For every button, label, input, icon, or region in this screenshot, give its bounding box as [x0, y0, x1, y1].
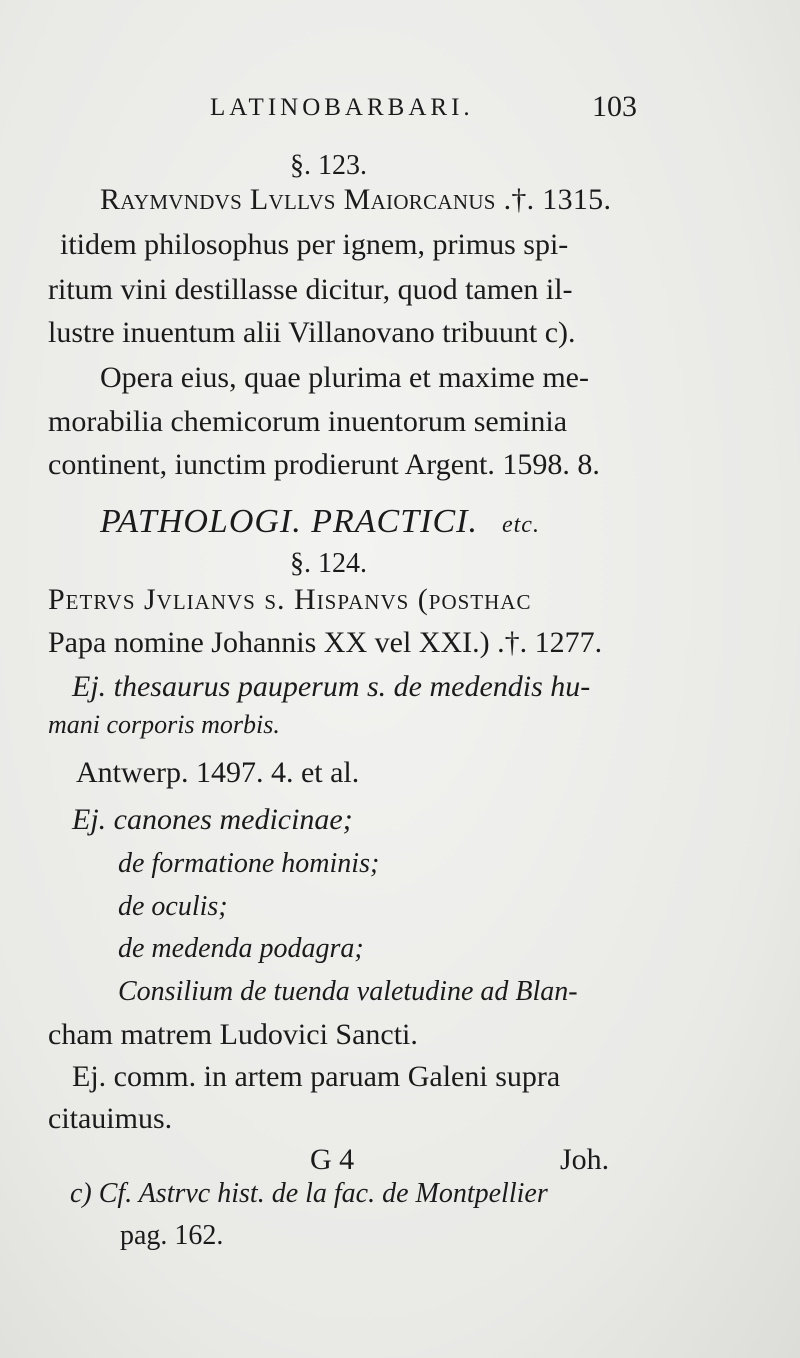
- footnote-line: pag. 162.: [120, 1220, 224, 1251]
- text-line: Ej. canones medicinae;: [72, 803, 353, 836]
- text-line: morabilia chemicorum inuentorum seminia: [48, 405, 568, 438]
- text-line: de formatione hominis;: [118, 848, 380, 879]
- text-line: Raymvndvs Lvllvs Maiorcanus .†. 1315.: [100, 183, 612, 216]
- section-mark-123: §. 123.: [290, 150, 367, 181]
- text-line: continent, iunctim prodierunt Argent. 1598. 8.: [48, 448, 600, 481]
- text-line: Ej. thesaurus pauperum s. de medendis hu-: [72, 670, 591, 703]
- text-line: ritum vini destillasse dicitur, quod tamen il-: [48, 273, 573, 306]
- signature-mark: G 4: [310, 1143, 355, 1176]
- section-heading: [100, 505, 540, 539]
- text-line: citauimus.: [48, 1102, 173, 1135]
- page-number: 103: [592, 90, 637, 123]
- text-line: Ej. comm. in artem paruam Galeni supra: [72, 1060, 561, 1093]
- text-line: Opera eius, quae plurima et maxime me-: [100, 361, 589, 394]
- footnote-line: c) Cf. Astrvc hist. de la fac. de Montpellier: [70, 1178, 548, 1209]
- text-line: itidem philosophus per ignem, primus spi-: [60, 228, 569, 261]
- text-line: lustre inuentum alii Villanovano tribuunt c).: [48, 316, 576, 349]
- text-line: cham matrem Ludovici Sancti.: [48, 1018, 418, 1051]
- section-heading-etc: etc.: [501, 512, 540, 538]
- text-line: Antwerp. 1497. 4. et al.: [76, 756, 360, 789]
- running-head: LATINOBARBARI.: [210, 94, 474, 121]
- text-line: de oculis;: [118, 891, 228, 922]
- text-line: mani corporis morbis.: [48, 710, 280, 739]
- text-line: Papa nomine Johannis XX vel XXI.) .†. 1277.: [48, 626, 603, 659]
- text-line: Consilium de tuenda valetudine ad Blan-: [118, 976, 578, 1007]
- text-line: Petrvs Jvlianvs s. Hispanvs (posthac: [48, 583, 532, 616]
- section-mark-124: §. 124.: [290, 548, 367, 579]
- text-line: de medenda podagra;: [118, 933, 364, 964]
- catchword: Joh.: [560, 1143, 610, 1176]
- section-heading-title: PATHOLOGI. PRACTICI.: [100, 503, 478, 540]
